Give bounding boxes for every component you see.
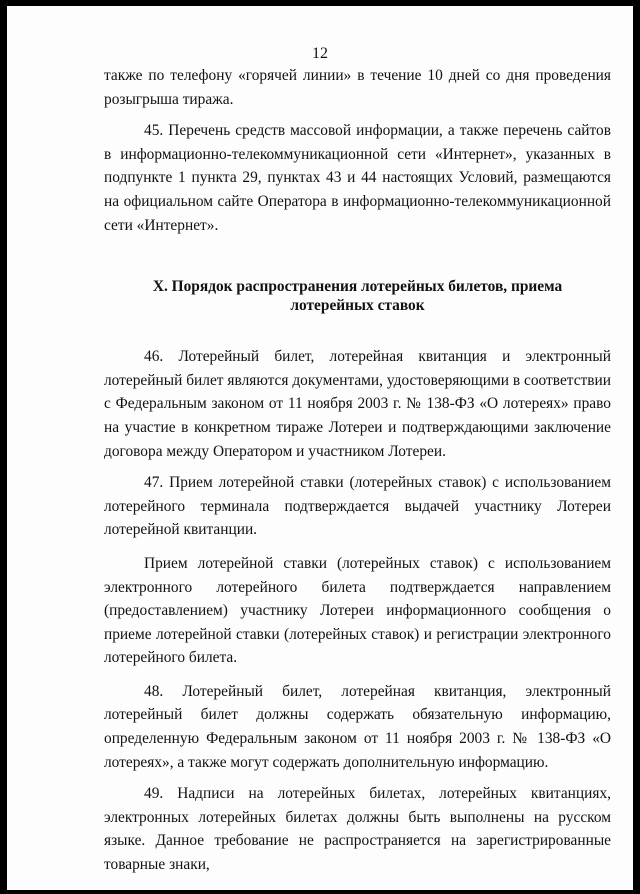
section-heading [104,277,611,315]
section-heading-line-2: лотерейных ставок [290,297,425,315]
document-page [7,6,633,890]
paragraph-45: 45. Перечень средств массовой информации, а также перечень сайтов в информационно-телекоммуникационной сети «Интернет», указанных в подпункте 1 пункта 29, пунктах 43 и 44 настоящих Условий, размещаются на официальном сайте Оператора в информационно-телекоммуникационной сети «Интернет». [104,122,611,234]
page-number: 12 [312,45,328,62]
paragraph-47: 47. Прием лотерейной ставки (лотерейных ставок) с использованием лотерейного терминала подтверждается выдачей участнику Лотереи лотерейной квитанции. [104,474,611,539]
paragraph-49: 49. Надписи на лотерейных билетах, лотерейных квитанциях, электронных лотерейных билетах должны быть выполнены на русском языке. Данное требование не распространяется на зарегистрированные товарные знаки, [104,785,611,874]
paragraph-continuation: также по телефону «горячей линии» в течение 10 дней со дня проведения розыгрыша тиража. [104,67,611,108]
paragraph-47-continuation: Прием лотерейной ставки (лотерейных ставок) с использованием электронного лотерейного билета подтверждается направлением (предоставлением) участнику Лотереи информационного сообщения о приеме лотерейной ставки (лотерейных ставок) и регистрации электронного лотерейного билета. [104,554,611,667]
section-heading-line-1: X. Порядок распространения лотерейных билетов, приема [152,278,563,296]
paragraph-48: 48. Лотерейный билет, лотерейная квитанция, электронный лотерейный билет должны содержать обязательную информацию, определенную Федеральным законом от 11 ноября 2003 г. № 138-ФЗ «О лотереях», а также могут содержать дополнительную информацию. [104,682,611,771]
paragraph-46: 46. Лотерейный билет, лотерейная квитанция и электронный лотерейный билет являются документами, удостоверяющими в соответствии с Федеральным законом от 11 ноября 2003 г. № 138-ФЗ «О лотереях» право на участие в конкретном тираже Лотереи и подтверждающими заключение договора между Оператором и участником Лотереи. [104,348,611,460]
document-body [104,64,611,877]
